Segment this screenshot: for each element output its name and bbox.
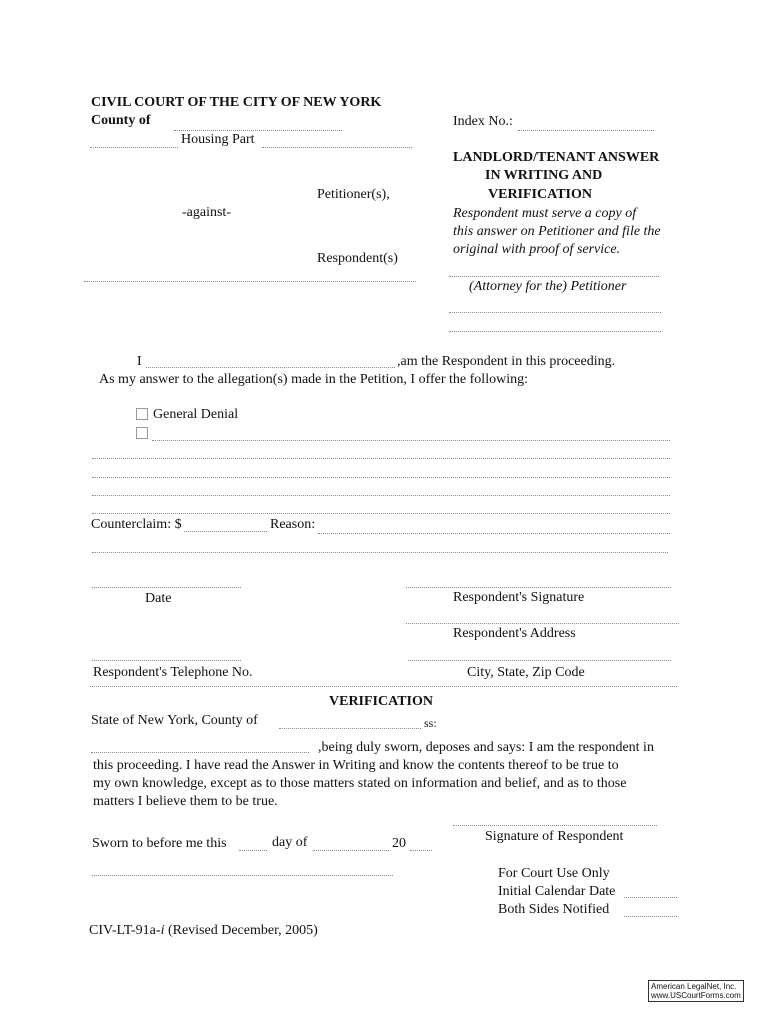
city-state-zip-label: City, State, Zip Code [467,665,585,680]
county-label: County of [91,113,151,128]
petitioner-label: Petitioner(s), [317,187,390,202]
court-title: CIVIL COURT OF THE CITY OF NEW YORK [91,95,382,110]
counterclaim-label: Counterclaim: $ [91,517,182,532]
section-divider [90,686,677,687]
form-title-line3: VERIFICATION [488,187,592,202]
date-field[interactable] [92,587,241,588]
sworn-before-label: Sworn to before me this [92,836,227,851]
housing-part-right-line[interactable] [262,147,412,148]
respondent-signature-field[interactable] [406,587,671,588]
sworn-line2: this proceeding. I have read the Answer in Writing and know the contents thereof to be true to [93,758,619,773]
reason-line-2[interactable] [92,552,668,553]
sworn-year-field[interactable] [410,850,432,851]
form-title-line2: IN WRITING AND [485,168,603,183]
initial-calendar-field[interactable] [624,897,677,898]
signature-of-respondent-field[interactable] [453,825,657,826]
ss-label: ss: [424,716,437,730]
housing-part-left-line [90,147,178,148]
signature-of-respondent-label: Signature of Respondent [485,829,624,844]
telephone-field[interactable] [92,660,241,661]
sworn-day-field[interactable] [239,850,267,851]
answer-line-3[interactable] [92,495,670,496]
date-label: Date [145,591,172,606]
attorney-label: (Attorney for the) Petitioner [469,279,627,294]
respondent-label: Respondent(s) [317,251,398,266]
attorney-name-field[interactable] [449,276,659,277]
sworn-month-field[interactable] [313,850,389,851]
instruction-line1: Respondent must serve a copy of [453,206,637,221]
general-denial-checkbox[interactable] [136,408,148,420]
answer-line-1[interactable] [92,458,670,459]
sworn-line1: ,being duly sworn, deposes and says: I am the respondent in [318,740,654,755]
index-number-field[interactable] [518,130,654,131]
year-prefix: 20 [392,836,406,851]
publisher-url: www.USCourtForms.com [651,991,741,1000]
allegation-statement: As my answer to the allegation(s) made in the Petition, I offer the following: [99,372,528,387]
both-sides-field[interactable] [624,916,677,917]
both-sides-label: Both Sides Notified [498,902,610,917]
form-id [89,923,318,939]
state-county-label: State of New York, County of [91,713,258,728]
attorney-address-field-1[interactable] [449,312,661,313]
answer-line-4[interactable] [92,513,670,514]
counterclaim-amount-field[interactable] [184,531,267,532]
other-defense-checkbox[interactable] [136,427,148,439]
deponent-name-field[interactable] [91,752,309,753]
respondent-address-field[interactable] [406,623,679,624]
sworn-line4: matters I believe them to be true. [93,794,278,809]
form-title-line1: LANDLORD/TENANT ANSWER [453,150,660,165]
other-defense-field[interactable] [152,440,670,441]
index-label: Index No.: [453,114,513,129]
general-denial-label: General Denial [153,407,239,422]
form-revised: (Revised December, 2005) [164,923,318,938]
county-field[interactable] [174,130,342,131]
respondent-signature-label: Respondent's Signature [453,590,585,605]
housing-part-label: Housing Part [181,132,255,147]
against-label: -against- [182,205,231,220]
verification-heading: VERIFICATION [329,694,433,709]
initial-calendar-label: Initial Calendar Date [498,884,616,899]
publisher-badge [648,980,744,1002]
respondent-statement: ,am the Respondent in this proceeding. [397,354,616,369]
form-id-suffix: i [160,923,165,938]
form-id-code: CIV-LT-91a- [89,923,161,938]
caption-bottom-line [84,281,416,282]
instruction-line2: this answer on Petitioner and file the [453,224,661,239]
verification-county-field[interactable] [279,728,421,729]
i-label: I [137,354,142,369]
publisher-name: American LegalNet, Inc. [651,982,737,991]
day-of-label: day of [272,835,308,850]
notary-signature-field[interactable] [92,875,393,876]
respondent-name-field[interactable] [146,367,395,368]
respondent-address-label: Respondent's Address [453,626,576,641]
instruction-line3: original with proof of service. [453,242,621,257]
city-state-zip-field[interactable] [408,660,671,661]
answer-line-2[interactable] [92,477,670,478]
reason-field[interactable] [318,533,670,534]
telephone-label: Respondent's Telephone No. [93,665,253,680]
court-use-title: For Court Use Only [498,866,610,881]
reason-label: Reason: [270,517,316,532]
sworn-line3: my own knowledge, except as to those matters stated on information and belief, and as to those [93,776,627,791]
attorney-address-field-2[interactable] [449,331,661,332]
